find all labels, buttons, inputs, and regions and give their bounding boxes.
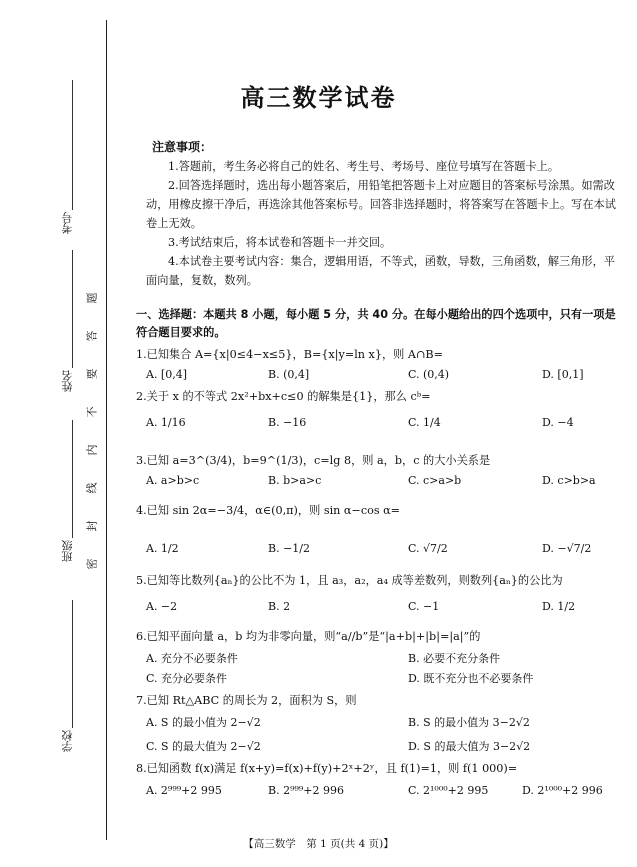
seal-char: 答 [85, 330, 99, 342]
question-stem: 2.关于 x 的不等式 2x²+bx+c≤0 的解集是{1}，那么 cᵇ= [136, 390, 431, 403]
option: A. −2 [146, 600, 178, 613]
option: D. 1/2 [542, 600, 576, 613]
option: B. b>a>c [268, 474, 322, 487]
option: C. 1/4 [408, 416, 441, 429]
option: D. S 的最大值为 3−2√2 [408, 740, 531, 753]
option: B. −1/2 [268, 542, 310, 555]
option: A. 充分不必要条件 [146, 652, 238, 665]
page-title: 高三数学试卷 [240, 84, 397, 112]
option: B. S 的最小值为 3−2√2 [408, 716, 530, 729]
seal-char: 不 [85, 406, 99, 418]
option: A. 2⁹⁹⁹+2 995 [146, 784, 222, 797]
option: B. 2⁹⁹⁹+2 996 [268, 784, 345, 797]
option: C. (0,4) [408, 368, 450, 381]
note-item: 1.答题前，考生务必将自己的姓名、考生号、考场号、座位号填写在答题卡上。 [168, 160, 560, 173]
class-label: 班级 [61, 540, 74, 562]
note-item: 3.考试结束后，将本试卷和答题卡一并交回。 [168, 236, 392, 249]
binding-line [106, 20, 107, 840]
seal-char: 线 [85, 482, 99, 494]
option: C. S 的最大值为 2−√2 [146, 740, 261, 753]
option: A. 1/16 [146, 416, 186, 429]
seal-char: 内 [85, 444, 99, 456]
class-blank [72, 420, 73, 538]
option: D. −4 [542, 416, 574, 429]
option: A. 1/2 [146, 542, 179, 555]
note-item: 4.本试卷主要考试内容：集合，逻辑用语，不等式，函数，导数，三角函数，解三角形，平面向量，复数，数列。 [146, 255, 615, 287]
option: D. −√7/2 [542, 542, 592, 555]
option: D. 2¹⁰⁰⁰+2 996 [522, 784, 603, 797]
option: D. c>b>a [542, 474, 596, 487]
option: C. 2¹⁰⁰⁰+2 995 [408, 784, 489, 797]
notes-heading: 注意事项： [152, 140, 213, 154]
note-item: 2.回答选择题时，选出每小题答案后，用铅笔把答题卡上对应题目的答案标号涂黑。如需改动，用橡皮擦干净后，再选涂其他答案标号。回答非选择题时，将答案写在答题卡上。写在本试卷上无效。 [146, 179, 616, 230]
question-stem: 6.已知平面向量 a，b 均为非零向量，则“a//b”是“|a+b|+|b|=|a|”的 [136, 630, 481, 643]
option: C. 充分必要条件 [146, 672, 228, 685]
option: D. [0,1] [542, 368, 584, 381]
option: A. [0,4] [146, 368, 188, 381]
question-stem: 5.已知等比数列{aₙ}的公比不为 1，且 a₃，a₂，a₄ 成等差数列，则数列{aₙ}的公比为 [136, 574, 563, 587]
question-stem: 1.已知集合 A={x|0≤4−x≤5}，B={x|y=ln x}，则 A∩B= [136, 348, 443, 361]
question-stem: 4.已知 sin 2α=−3/4，α∈(0,π)，则 sin α−cos α= [136, 504, 401, 517]
section-heading: 一、选择题：本题共 8 小题，每小题 5 分，共 40 分。在每小题给出的四个选项中，只有一项是符合题目要求的。 [136, 308, 616, 339]
option: C. c>a>b [408, 474, 462, 487]
seal-char: 要 [85, 368, 99, 380]
option: A. a>b>c [146, 474, 200, 487]
option: B. −16 [268, 416, 307, 429]
question-stem: 3.已知 a=3^(3/4)，b=9^(1/3)，c=lg 8，则 a，b，c 的大小关系是 [136, 454, 491, 467]
name-blank [72, 250, 73, 368]
seal-char: 封 [85, 520, 99, 532]
page-footer: 【高三数学 第 1 页(共 4 页)】 [243, 838, 394, 850]
seal-char: 题 [85, 292, 99, 304]
option: C. −1 [408, 600, 440, 613]
seal-char: 密 [85, 558, 99, 570]
question-stem: 8.已知函数 f(x)满足 f(x+y)=f(x)+f(y)+2ˣ+2ʸ，且 f(1)=1，则 f(1 000)= [136, 762, 518, 775]
school-label: 学校 [61, 730, 74, 752]
notes-block [146, 138, 616, 290]
name-label: 姓名 [61, 370, 74, 392]
option: B. 必要不充分条件 [408, 652, 501, 665]
option: B. 2 [268, 600, 291, 613]
option: C. √7/2 [408, 542, 448, 555]
question-stem: 7.已知 Rt△ABC 的周长为 2，面积为 S，则 [136, 694, 357, 707]
school-blank [72, 600, 73, 728]
option: D. 既不充分也不必要条件 [408, 672, 534, 685]
option: B. (0,4] [268, 368, 310, 381]
exam-no-label: 考号 [61, 212, 74, 234]
option: A. S 的最小值为 2−√2 [146, 716, 261, 729]
